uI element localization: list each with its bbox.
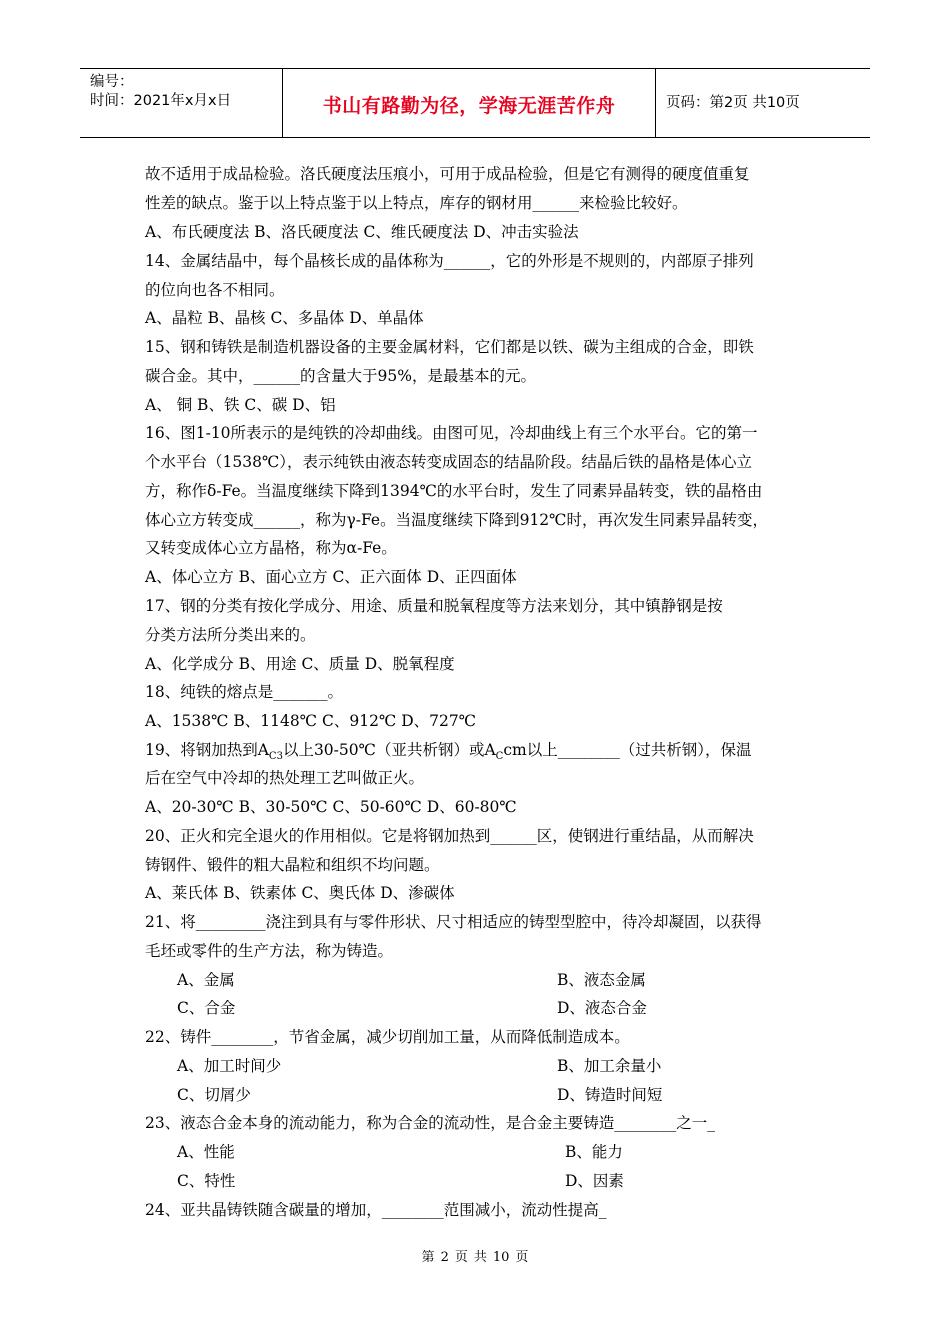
question-23: 23、液态合金本身的流动能力，称为合金的流动性，是合金主要铸造________之一_ xyxy=(145,1114,715,1132)
subscript: C3 xyxy=(268,751,283,763)
text-line: 的位向也各不相同。 xyxy=(145,281,285,299)
footer-text: 页 xyxy=(454,1250,468,1265)
question-24: 24、亚共晶铸铁随含碳量的增加，________范围减小，流动性提高_ xyxy=(145,1201,607,1219)
page-label: 页码：第2页 共10页 xyxy=(666,95,800,111)
option-a: A、性能 xyxy=(177,1143,235,1161)
question-21: 21、将_________浇注到具有与零件形状、尺寸相适应的铸型型腔中，待冷却凝固，以获得 xyxy=(145,913,762,931)
option-a: A、加工时间少 xyxy=(177,1057,282,1075)
motto: 书山有路勤为径，学海无涯苦作舟 xyxy=(322,95,616,117)
option-c: C、切屑少 xyxy=(177,1086,251,1104)
q19-part: 19、将钢加热到A xyxy=(145,741,269,759)
option-line: A、 铜 B、铁 C、碳 D、铝 xyxy=(145,396,336,414)
footer-text: 第 xyxy=(421,1250,435,1265)
header-motto-cell xyxy=(283,69,656,137)
subscript: C xyxy=(495,751,504,763)
question-18: 18、纯铁的熔点是_______。 xyxy=(145,683,343,701)
option-d: D、铸造时间短 xyxy=(557,1086,663,1104)
question-16: 16、图1-10所表示的是纯铁的冷却曲线。由图可见，冷却曲线上有三个水平台。它的第一 xyxy=(145,424,758,442)
footer-text: 共 xyxy=(473,1250,487,1265)
text-line: 又转变成体心立方晶格，称为α-Fe。 xyxy=(145,539,397,557)
text-line: 个水平台（1538℃），表示纯铁由液态转变成固态的结晶阶段。结晶后铁的晶格是体心立 xyxy=(145,453,753,471)
text-line: 分类方法所分类出来的。 xyxy=(145,626,316,644)
text-line: 故不适用于成品检验。洛氏硬度法压痕小，可用于成品检验，但是它有测得的硬度值重复 xyxy=(145,165,750,183)
question-19 xyxy=(145,740,751,767)
footer-text: 页 xyxy=(515,1250,529,1265)
option-line: A、莱氏体 B、铁素体 C、奥氏体 D、渗碳体 xyxy=(145,884,455,902)
question-20: 20、正火和完全退火的作用相似。它是将钢加热到______区，使钢进行重结晶，从而解决 xyxy=(145,827,754,845)
q19-part: 以上30-50℃（亚共析钢）或A xyxy=(282,741,496,759)
option-b: B、加工余量小 xyxy=(557,1057,662,1075)
option-b: B、液态金属 xyxy=(557,971,646,989)
code-label: 编号： xyxy=(90,74,134,90)
text-line: 铸钢件、锻件的粗大晶粒和组织不均问题。 xyxy=(145,856,440,874)
question-15: 15、钢和铸铁是制造机器设备的主要金属材料，它们都是以铁、碳为主组成的合金，即铁 xyxy=(145,338,754,356)
text-line: 性差的缺点。鉴于以上特点鉴于以上特点，库存的钢材用______来检验比较好。 xyxy=(145,194,688,212)
option-line: A、1538℃ B、1148℃ C、912℃ D、727℃ xyxy=(145,712,477,730)
option-line: A、化学成分 B、用途 C、质量 D、脱氧程度 xyxy=(145,655,455,673)
option-line: A、晶粒 B、晶核 C、多晶体 D、单晶体 xyxy=(145,309,424,327)
option-line: A、布氏硬度法 B、洛氏硬度法 C、维氏硬度法 D、冲击实验法 xyxy=(145,223,579,241)
time-label: 时间：2021年x月x日 xyxy=(90,93,232,109)
text-line: 体心立方转变成______，称为γ-Fe。当温度继续下降到912℃时，再次发生同素异晶转变， xyxy=(145,511,769,529)
header-meta-cell xyxy=(80,69,283,137)
text-line: 毛坯或零件的生产方法，称为铸造。 xyxy=(145,942,394,960)
option-d: D、因素 xyxy=(565,1172,624,1190)
option-line: A、20-30℃ B、30-50℃ C、50-60℃ D、60-80℃ xyxy=(145,798,517,816)
footer-page-number: 2 xyxy=(440,1250,449,1265)
option-line: A、体心立方 B、面心立方 C、正六面体 D、正四面体 xyxy=(145,568,517,586)
question-22: 22、铸件________，节省金属，减少切削加工量，从而降低制造成本。 xyxy=(145,1028,630,1046)
text-line: 后在空气中冷却的热处理工艺叫做正火。 xyxy=(145,769,425,787)
option-a: A、金属 xyxy=(177,971,235,989)
option-d: D、液态合金 xyxy=(557,999,647,1017)
text-line: 碳合金。其中，______的含量大于95%，是最基本的元。 xyxy=(145,367,536,385)
option-c: C、合金 xyxy=(177,999,236,1017)
option-b: B、能力 xyxy=(565,1143,623,1161)
page-footer xyxy=(0,1246,950,1265)
text-line: 方，称作δ-Fe。当温度继续下降到1394℃的水平台时，发生了同素异晶转变，铁的晶格由 xyxy=(145,482,763,500)
footer-total-pages: 10 xyxy=(492,1250,510,1265)
q19-part: cm以上________（过共析钢），保温 xyxy=(503,741,752,759)
question-14: 14、金属结晶中，每个晶核长成的晶体称为______，它的外形是不规则的，内部原子排列 xyxy=(145,252,754,270)
header-page-cell xyxy=(656,69,870,137)
question-17: 17、钢的分类有按化学成分、用途、质量和脱氧程度等方法来划分，其中镇静钢是按 xyxy=(145,597,723,615)
option-c: C、特性 xyxy=(177,1172,236,1190)
header-table xyxy=(80,68,870,138)
